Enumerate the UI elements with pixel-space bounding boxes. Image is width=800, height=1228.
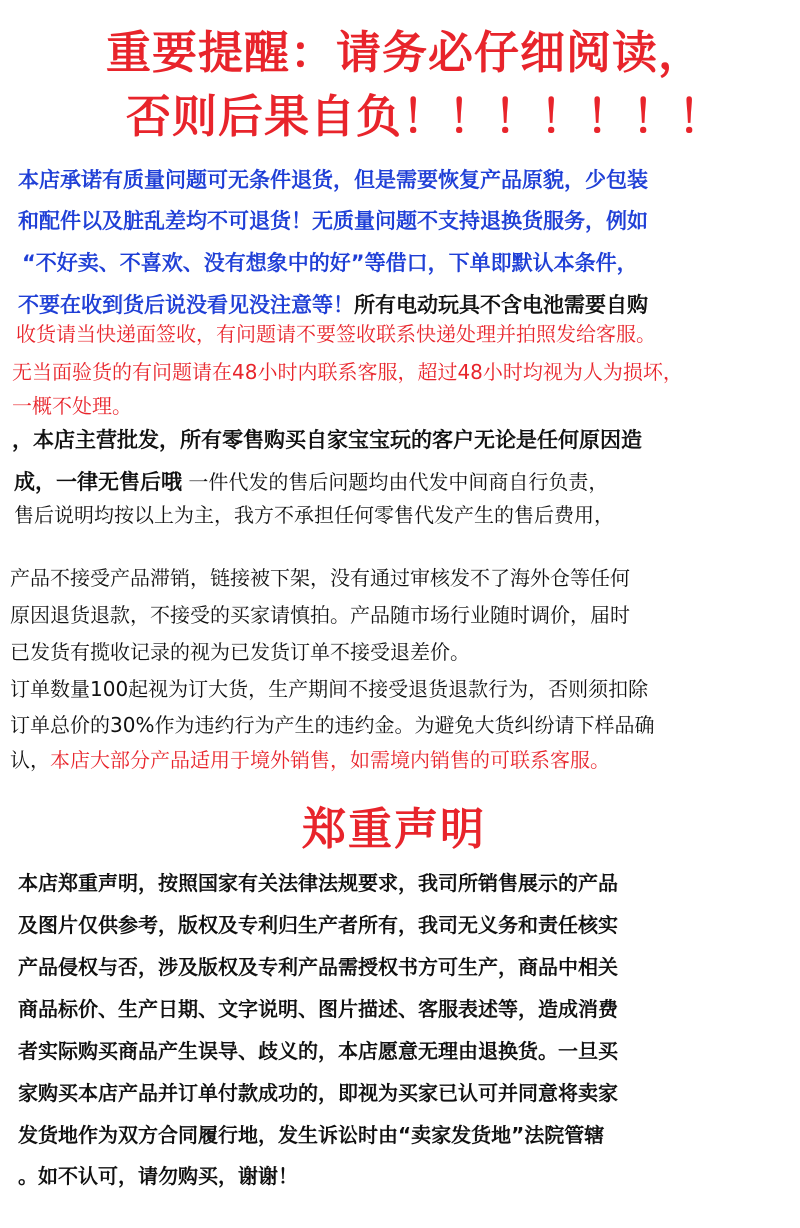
- declaration-line-8: 。如不认可，请勿购买，谢谢！: [18, 1164, 298, 1188]
- policy-line-1: 产品不接受产品滞销，链接被下架，没有通过审核发不了海外仓等任何: [10, 566, 630, 590]
- policy-line-5: 订单总价的30%作为违约行为产生的违约金。为避免大货纠纷请下样品确: [10, 713, 655, 737]
- declaration-title: 郑重声明: [302, 804, 486, 855]
- declaration-line-1: 本店郑重声明，按照国家有关法律法规要求，我司所销售展示的产品: [18, 871, 618, 895]
- policy-line-3: 已发货有揽收记录的视为已发货订单不接受退差价。: [10, 640, 470, 664]
- policy-line-2: 原因退货退款，不接受的买家请慎拍。产品随市场行业随时调价，届时: [10, 603, 630, 627]
- wholesale-notice-line-3: 售后说明均按以上为主，我方不承担任何零售代发产生的售后费用，: [14, 503, 614, 527]
- dropship-text: 一件代发的售后问题均由代发中间商自行负责，: [182, 470, 609, 494]
- inspection-notice-line-2: 无当面验货的有问题请在48小时内联系客服，超过48小时均视为人为损坏，: [12, 360, 683, 384]
- battery-notice: 所有电动玩具不含电池需要自购: [354, 293, 648, 317]
- inspection-notice-line-3: 一概不处理。: [12, 394, 132, 418]
- return-notice-line-4: [18, 295, 648, 316]
- policy-line-4: 订单数量100起视为订大货，生产期间不接受退货退款行为，否则须扣除: [10, 677, 649, 701]
- declaration-line-5: 者实际购买商品产生误导、歧义的，本店愿意无理由退换货。一旦买: [18, 1039, 618, 1063]
- return-notice-line-4-text: 不要在收到货后说没看见没注意等！: [18, 293, 354, 317]
- return-notice-line-3: “不好卖、不喜欢、没有想象中的好”等借口，下单即默认本条件，: [22, 251, 638, 275]
- no-after-sale-text: 成，一律无售后哦: [14, 470, 182, 494]
- overseas-sales-notice: 本店大部分产品适用于境外销售，如需境内销售的可联系客服。: [50, 748, 610, 772]
- policy-line-6-prefix: 认，: [10, 748, 50, 772]
- declaration-line-6: 家购买本店产品并订单付款成功的，即视为买家已认可并同意将卖家: [18, 1081, 618, 1105]
- wholesale-notice-line-1: ，本店主营批发，所有零售购买自家宝宝玩的客户无论是任何原因造: [12, 428, 642, 452]
- warning-title-line-1: 重要提醒：请务必仔细阅读，: [106, 26, 705, 79]
- wholesale-notice-line-2: [14, 472, 608, 493]
- inspection-notice-line-1: 收货请当快递面签收，有问题请不要签收联系快递处理并拍照发给客服。: [16, 322, 656, 346]
- declaration-line-7: 发货地作为双方合同履行地，发生诉讼时由“卖家发货地”法院管辖: [18, 1123, 605, 1147]
- warning-title-line-2: 否则后果自负！！！！！！！: [126, 90, 725, 143]
- return-notice-line-2: 和配件以及脏乱差均不可退货！无质量问题不支持退换货服务，例如: [18, 209, 648, 233]
- declaration-line-2: 及图片仅供参考，版权及专利归生产者所有，我司无义务和责任核实: [18, 913, 618, 937]
- declaration-line-3: 产品侵权与否，涉及版权及专利产品需授权书方可生产，商品中相关: [18, 955, 618, 979]
- policy-line-6: [10, 750, 610, 770]
- return-notice-line-1: 本店承诺有质量问题可无条件退货，但是需要恢复产品原貌，少包装: [18, 168, 648, 192]
- declaration-line-4: 商品标价、生产日期、文字说明、图片描述、客服表述等，造成消费: [18, 997, 618, 1021]
